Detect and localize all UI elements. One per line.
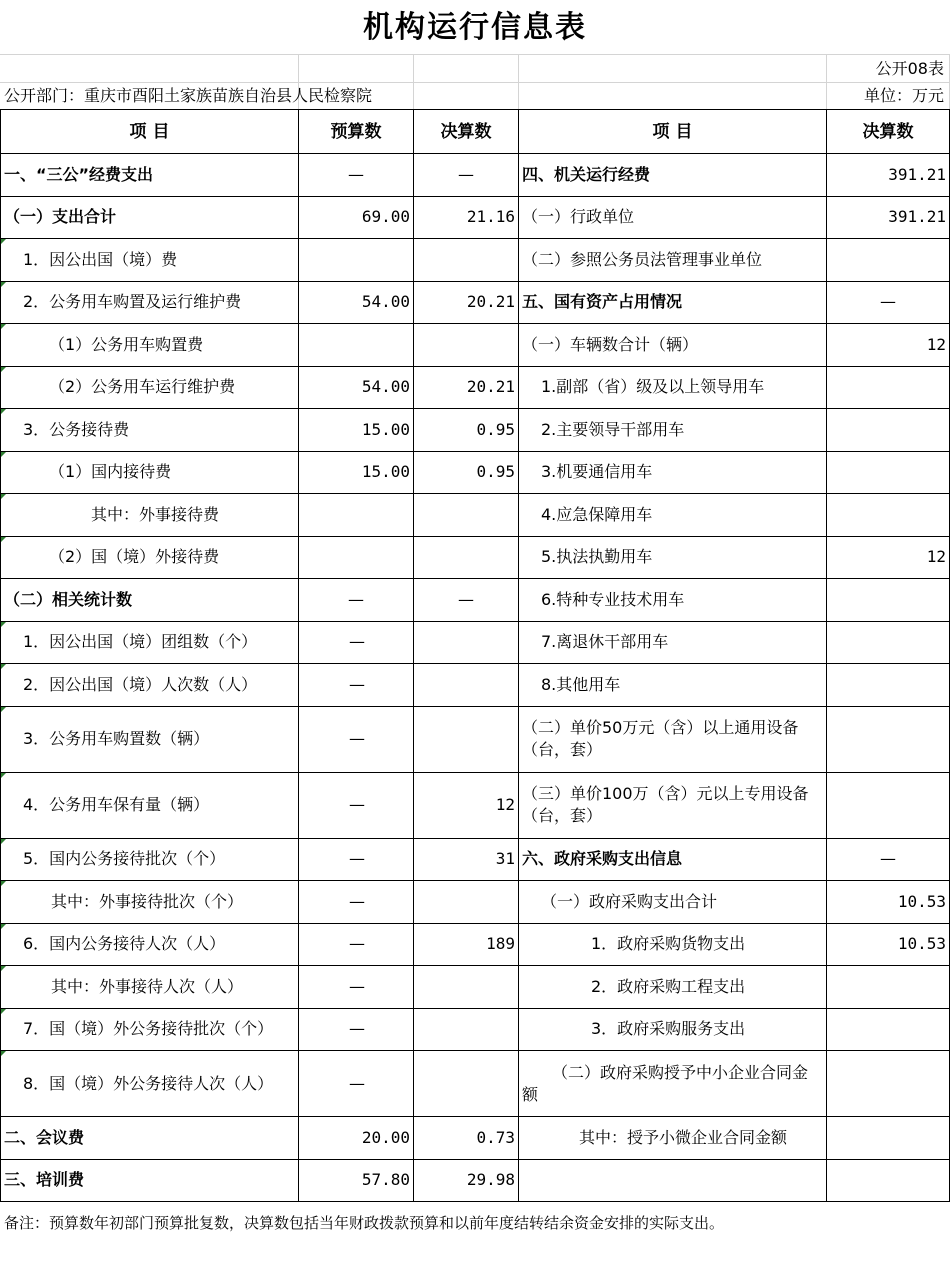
table-row [1,536,950,579]
right-item: 2．政府采购工程支出 [519,966,827,1009]
budget-value: — [299,838,414,881]
right-final-value [827,451,950,494]
table-row [1,621,950,664]
budget-value [299,239,414,282]
right-item: （二）参照公务员法管理事业单位 [519,239,827,282]
page-title: 机构运行信息表 [363,10,587,45]
final-value: — [414,154,519,197]
unit-label: 单位：万元 [863,86,944,105]
left-item: （一）支出合计 [1,196,299,239]
left-item: 7．国（境）外公务接待批次（个） [1,1008,299,1051]
header-budget: 预算数 [299,110,414,154]
left-item: 5．国内公务接待批次（个） [1,838,299,881]
right-final-value [827,366,950,409]
left-item: （1）国内接待费 [1,451,299,494]
table-row [1,154,950,197]
final-value: 20.21 [414,281,519,324]
final-value [414,966,519,1009]
table-row [1,772,950,838]
table-row [1,1051,950,1117]
right-final-value [827,579,950,622]
budget-value: — [299,664,414,707]
budget-value: 15.00 [299,409,414,452]
left-item: （二）相关统计数 [1,579,299,622]
right-item: （二）政府采购授予中小企业合同金额 [519,1051,827,1117]
left-item: 6．国内公务接待人次（人） [1,923,299,966]
right-item: （一）车辆数合计（辆） [519,324,827,367]
final-value [414,706,519,772]
right-final-value [827,1051,950,1117]
final-value [414,664,519,707]
right-final-value [827,966,950,1009]
department-label: 公开部门：重庆市酉阳土家族苗族自治县人民检察院 [4,86,373,105]
right-item: 3.机要通信用车 [519,451,827,494]
budget-value: 15.00 [299,451,414,494]
header-item-left: 项 目 [1,110,299,154]
left-item: （2）公务用车运行维护费 [1,366,299,409]
right-final-value: — [827,838,950,881]
final-value: 0.73 [414,1117,519,1160]
budget-value: — [299,966,414,1009]
right-final-value [827,772,950,838]
budget-value: — [299,923,414,966]
left-item: 2．公务用车购置及运行维护费 [1,281,299,324]
final-value [414,324,519,367]
right-item: 5.执法执勤用车 [519,536,827,579]
right-final-value [827,1117,950,1160]
table-row [1,838,950,881]
budget-value: — [299,1008,414,1051]
right-final-value: 391.21 [827,196,950,239]
final-value [414,1051,519,1117]
budget-value: — [299,154,414,197]
table-row [1,1008,950,1051]
form-number: 公开08表 [875,59,944,78]
table-row [1,196,950,239]
left-item: 其中：外事接待人次（人） [1,966,299,1009]
table-row [1,881,950,924]
sheet-gridline [413,54,414,109]
table-row [1,324,950,367]
left-item: （2）国（境）外接待费 [1,536,299,579]
right-final-value: 10.53 [827,881,950,924]
left-item: 2．因公出国（境）人次数（人） [1,664,299,707]
budget-value: — [299,881,414,924]
final-value: 0.95 [414,409,519,452]
final-value: 21.16 [414,196,519,239]
right-item: （一）政府采购支出合计 [519,881,827,924]
final-value: 0.95 [414,451,519,494]
header-final-right: 决算数 [827,110,950,154]
final-value: 31 [414,838,519,881]
left-item: 1．因公出国（境）费 [1,239,299,282]
sheet-gridline [826,54,827,109]
final-value [414,881,519,924]
sheet-gridline [518,54,519,109]
sheet-gridline [0,54,950,55]
left-item: 其中：外事接待批次（个） [1,881,299,924]
table-row [1,664,950,707]
left-item: 3．公务用车购置数（辆） [1,706,299,772]
right-item: 8.其他用车 [519,664,827,707]
budget-value: — [299,706,414,772]
right-final-value [827,1008,950,1051]
right-final-value [827,664,950,707]
final-value: 189 [414,923,519,966]
right-final-value [827,706,950,772]
final-value [414,536,519,579]
budget-value: 54.00 [299,281,414,324]
left-item: 其中：外事接待费 [1,494,299,537]
right-final-value [827,1159,950,1202]
right-item: 4.应急保障用车 [519,494,827,537]
left-item: 一、“三公”经费支出 [1,154,299,197]
table-row [1,1117,950,1160]
right-item: 五、国有资产占用情况 [519,281,827,324]
final-value [414,494,519,537]
left-item: 3．公务接待费 [1,409,299,452]
right-final-value [827,621,950,664]
budget-value: 20.00 [299,1117,414,1160]
left-item: 三、培训费 [1,1159,299,1202]
table-row [1,281,950,324]
table-row [1,579,950,622]
table-row [1,706,950,772]
table-row [1,966,950,1009]
budget-value: 57.80 [299,1159,414,1202]
right-item: 六、政府采购支出信息 [519,838,827,881]
table-row [1,1159,950,1202]
left-item: 4．公务用车保有量（辆） [1,772,299,838]
final-value [414,239,519,282]
right-item: 2.主要领导干部用车 [519,409,827,452]
budget-value: 69.00 [299,196,414,239]
right-item: 1.副部（省）级及以上领导用车 [519,366,827,409]
right-item: 3．政府采购服务支出 [519,1008,827,1051]
right-final-value [827,409,950,452]
table-row [1,409,950,452]
right-final-value [827,494,950,537]
right-final-value: — [827,281,950,324]
table-row [1,451,950,494]
final-value: — [414,579,519,622]
table-row [1,923,950,966]
final-value [414,621,519,664]
right-final-value: 12 [827,536,950,579]
right-final-value: 10.53 [827,923,950,966]
left-item: 1．因公出国（境）团组数（个） [1,621,299,664]
sheet-gridline [0,82,950,83]
left-item: （1）公务用车购置费 [1,324,299,367]
right-final-value [827,239,950,282]
final-value [414,1008,519,1051]
table-row [1,366,950,409]
right-item: （二）单价50万元（含）以上通用设备（台，套） [519,706,827,772]
right-item: （一）行政单位 [519,196,827,239]
header-item-right: 项 目 [519,110,827,154]
right-final-value: 391.21 [827,154,950,197]
right-item: 其中：授予小微企业合同金额 [519,1117,827,1160]
right-item: 四、机关运行经费 [519,154,827,197]
left-item: 二、会议费 [1,1117,299,1160]
budget-value: — [299,579,414,622]
right-item [519,1159,827,1202]
final-value: 12 [414,772,519,838]
operation-info-table [0,109,950,1202]
budget-value: — [299,772,414,838]
right-item: （三）单价100万（含）元以上专用设备（台，套） [519,772,827,838]
budget-value: — [299,621,414,664]
table-header-row [1,110,950,154]
budget-value: 54.00 [299,366,414,409]
left-item: 8．国（境）外公务接待人次（人） [1,1051,299,1117]
right-item: 6.特种专业技术用车 [519,579,827,622]
budget-value [299,324,414,367]
header-final-left: 决算数 [414,110,519,154]
final-value: 29.98 [414,1159,519,1202]
table-row [1,494,950,537]
budget-value [299,536,414,579]
right-item: 7.离退休干部用车 [519,621,827,664]
budget-value [299,494,414,537]
right-final-value: 12 [827,324,950,367]
final-value: 20.21 [414,366,519,409]
budget-value: — [299,1051,414,1117]
table-row [1,239,950,282]
table-footnote: 备注：预算数年初部门预算批复数，决算数包括当年财政拨款预算和以前年度结转结余资金安排的实际支出。 [4,1214,725,1232]
right-item: 1．政府采购货物支出 [519,923,827,966]
